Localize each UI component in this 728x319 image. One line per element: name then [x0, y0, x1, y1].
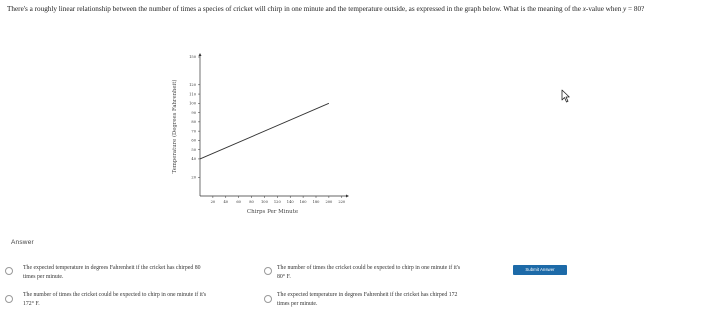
- option-3-line-1: The number of times the cricket could be expected to chirp in one minute if it's: [23, 292, 207, 298]
- x-tick-label: 20: [210, 200, 216, 204]
- option-2-line-2: 80° F.: [277, 274, 291, 280]
- x-axis-label: Chirps Per Minute: [246, 209, 299, 215]
- radio-button[interactable]: [264, 267, 272, 275]
- y-tick-label: 120: [189, 83, 196, 87]
- x-tick-label: 80: [249, 200, 254, 204]
- x-tick-label: 180: [312, 200, 320, 204]
- option-2-line-1: The number of times the cricket could be expected to chirp in one minute if it's: [277, 265, 461, 271]
- y-tick-label: 50: [191, 147, 196, 152]
- y-tick-label: 150: [189, 55, 196, 60]
- y-tick-label: 90: [191, 110, 196, 115]
- option-1-line-2: times per minute.: [23, 274, 64, 280]
- y-tick-label: 70: [191, 129, 196, 134]
- radio-button[interactable]: [5, 267, 13, 275]
- mouse-pointer-icon: [561, 89, 570, 103]
- x-tick-label: 60: [236, 200, 241, 204]
- chart-svg: [165, 53, 355, 223]
- y-tick-label: 80: [191, 120, 196, 125]
- y-tick-label: 20: [191, 175, 196, 180]
- question-text: [7, 3, 719, 16]
- x-tick-label: 140: [286, 200, 294, 204]
- y-axis-label: Temperature (Degrees Fahrenheit): [172, 79, 178, 174]
- y-tick-label: 40: [191, 157, 196, 162]
- option-1-line-1: The expected temperature in degrees Fahrenheit if the cricket has chirped 80: [23, 265, 201, 271]
- radio-button[interactable]: [264, 295, 272, 303]
- question-text-start: There's a roughly linear relationship between the number of times a species of cricket will chirp in one minute and the temperature outside, as expressed in the graph below. What is the meaning of the: [7, 5, 581, 13]
- x-tick-label: 100: [261, 200, 268, 204]
- option-3-line-2: 172° F.: [23, 301, 40, 307]
- x-tick-label: 220: [338, 200, 346, 204]
- radio-button[interactable]: [5, 295, 13, 303]
- answer-heading: Answer: [11, 239, 34, 246]
- y-axis-arrow: [199, 53, 202, 56]
- question-text-mid: -value when: [585, 5, 622, 13]
- y-tick-label: 60: [191, 138, 196, 143]
- option-4-line-2: times per minute.: [277, 301, 318, 307]
- x-tick-label: 160: [299, 200, 307, 204]
- series-line: [200, 103, 329, 159]
- y-tick-label: 110: [189, 92, 196, 97]
- question-text-eq: = 80?: [628, 5, 645, 13]
- question-var-x: x: [582, 5, 586, 13]
- y-tick-label: 100: [189, 101, 196, 106]
- x-tick-label: 40: [223, 200, 229, 204]
- x-axis-arrow: [346, 195, 349, 198]
- x-tick-label: 200: [325, 200, 333, 204]
- submit-answer-button[interactable]: Submit Answer: [513, 265, 567, 275]
- option-4-line-1: The expected temperature in degrees Fahrenheit if the cricket has chirped 172: [277, 292, 458, 298]
- question-var-y: y: [623, 5, 627, 13]
- chart: [165, 53, 355, 223]
- x-tick-label: 120: [273, 200, 281, 204]
